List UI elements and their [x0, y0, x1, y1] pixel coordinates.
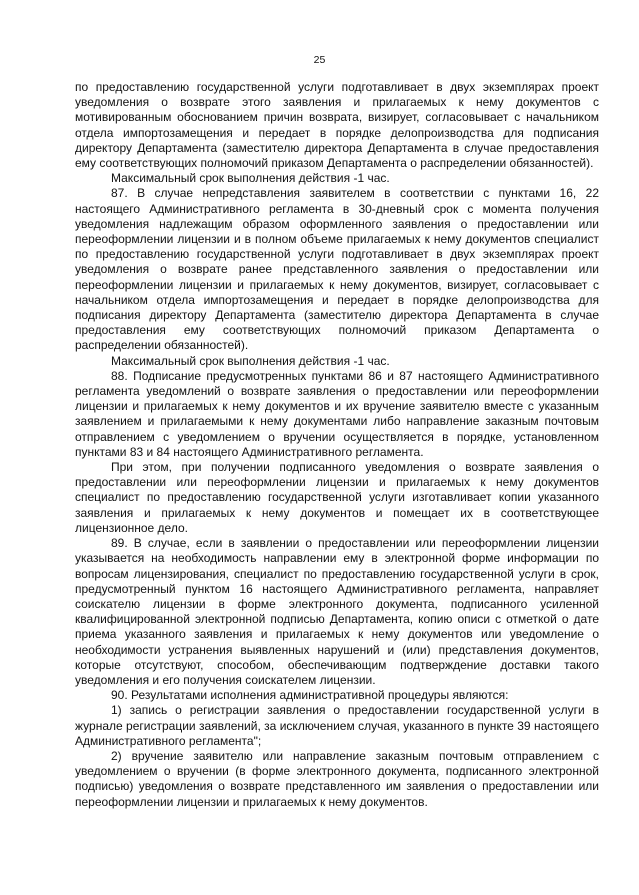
- paragraph: 87. В случае непредставления заявителем в соответствии с пунктами 16, 22 настоящего Административного регламента в 30-дневный срок с момента получения уведомления надлежащим образом оформленного заявления о предоставлении или переоформлении лицензии и в полном объеме прилагаемых к нему документов специалист по предоставлению государственной услуги подготавливает в двух экземплярах проект уведомления о возврате ранее представленного заявления о предоставлении или переоформлении лицензии и прилагаемых к нему документов, визирует, согласовывает с начальником отдела импортозамещения и передает в порядке делопроизводства для подписания директору Департамента (заместителю директора Департамента в случае предоставления ему соответствующих полномочий приказом Департамента о распределении обязанностей).: [75, 186, 599, 353]
- paragraph: 89. В случае, если в заявлении о предоставлении или переоформлении лицензии указывается на необходимость направлении ему в электронной форме информации по вопросам лицензирования, специалист по предоставлению государственной услуги в срок, предусмотренный пунктом 16 настоящего Административного регламента, направляет соискателю лицензии в форме электронного документа, подписанного усиленной квалифицированной электронной подписью Департамента, копию описи с отметкой о дате приема указанного заявления и прилагаемых к нему документов или уведомление о необходимости устранения выявленных нарушений и (или) представления документов, которые отсутствуют, способом, обеспечивающим подтверждение доставки такого уведомления и его получения соискателем лицензии.: [75, 536, 599, 687]
- paragraph: Максимальный срок выполнения действия -1 час.: [111, 353, 390, 368]
- paragraph: по предоставлению государственной услуги подготавливает в двух экземплярах проект уведомления о возврате этого заявления и прилагаемых к нему документов с мотивированным обоснованием причин возврата, визирует, согласовывает с начальником отдела импортозамещения и передает в порядке делопроизводства для подписания директору Департамента (заместителю директора Департамента в случае предоставления ему соответствующих полномочий приказом Департамента о распределении обязанностей).: [75, 80, 599, 171]
- paragraph: 2) вручение заявителю или направление заказным почтовым отправлением с уведомлением о вручении (в форме электронного документа, подписанного электронной подписью) уведомления о возврате представленного им заявления о предоставлении или переоформлении лицензии и прилагаемых к нему документов.: [75, 748, 599, 809]
- paragraph: Максимальный срок выполнения действия -1 час.: [111, 171, 390, 186]
- paragraph: При этом, при получении подписанного уведомления о возврате заявления о предоставлении или переоформлении лицензии и прилагаемых к нему документов специалист по предоставлению государственной услуги изготавливает копии указанного заявления и прилагаемых к нему документов и помещает их в соответствующее лицензионное дело.: [75, 460, 599, 535]
- page-number: 25: [313, 54, 326, 66]
- paragraph: 1) запись о регистрации заявления о предоставлении государственной услуги в журнале регистрации заявлений, за исключением случая, указанного в пункте 39 настоящего Административного регламента";: [75, 703, 599, 748]
- document-body: [75, 80, 599, 810]
- paragraph: 90. Результатами исполнения административной процедуры являются:: [111, 688, 509, 703]
- paragraph: 88. Подписание предусмотренных пунктами 86 и 87 настоящего Административного регламента уведомлений о возврате заявления о предоставлении или переоформлении лицензии и прилагаемых к нему документов и их вручение заявителю вместе с указанным заявлением и прилагаемыми к нему документами либо направление заказным почтовым отправлением с уведомлением о вручении осуществляется в порядке, установленном пунктами 83 и 84 настоящего Административного регламента.: [75, 368, 599, 459]
